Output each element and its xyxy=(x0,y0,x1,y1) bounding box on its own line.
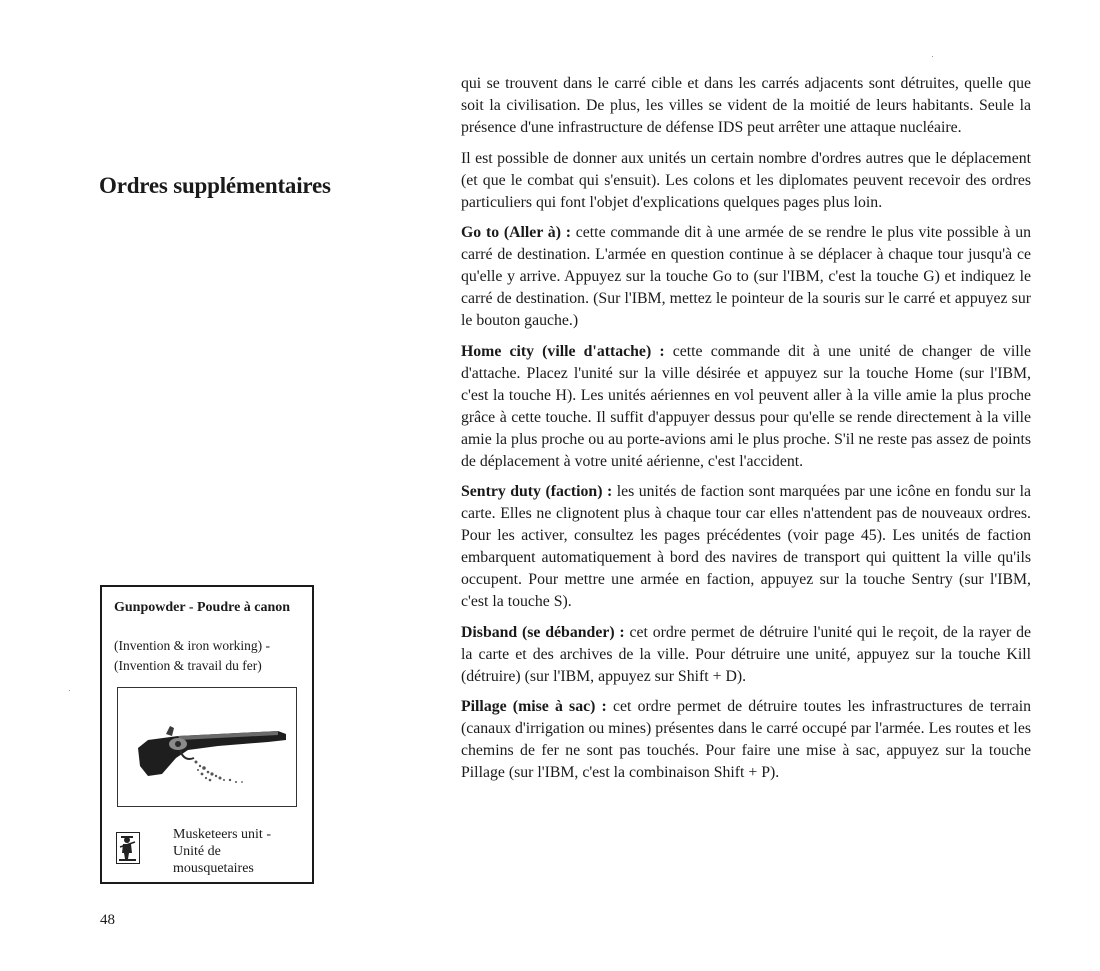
paragraph-term: Sentry duty (faction) : xyxy=(461,483,613,500)
unit-label-line: Musketeers unit - xyxy=(173,827,271,842)
paragraph-term: Home city (ville d'attache) : xyxy=(461,342,665,360)
pistol-image-frame xyxy=(117,687,297,807)
paragraph-text: Il est possible de donner aux unités un certain nombre d'ordres autres que le déplacement (et que le combat qui s'ensuit). Les colons et les diplomates peuvent recevoir des ordres particuliers qui font l'objet d'explications quelques pages plus loin. xyxy=(461,149,1031,211)
paragraph-term: Pillage (mise à sac) : xyxy=(461,698,607,715)
paragraph-pillage xyxy=(461,696,1031,784)
paragraph-intro-continued xyxy=(461,73,1031,139)
paragraph-disband xyxy=(461,622,1031,688)
paragraph-text: cette commande dit à une armée de se rendre le plus vite possible à un carré de destination. L'armée en question continue à se déplacer à chaque tour jusqu'à ce qu'elle y arrive. Appuyez sur la touche Go to (sur l'IBM, c'est la touche G) et indiquez le carré de destination. (Sur l'IBM, mettez le pointeur de la souris sur le carré et appuyez sur le bouton gauche.) xyxy=(461,224,1032,329)
paragraph-text: cette commande dit à une unité de changer de ville d'attache. Placez l'unité sur la ville désirée et appuyez sur la touche Home (sur l'IBM, c'est la touche H). Les unités aériennes en vol peuvent aller à la ville amie la plus proche grâce à cette touche. Il suffit d'appuyer dessus pour qu'elle se rende directement à la ville amie la plus proche ou au porte-avions ami le plus proche. S'il ne reste pas assez de points de déplacement à votre unité aérienne, c'est l'accident. xyxy=(461,342,1032,470)
main-text-column xyxy=(461,73,1031,793)
section-heading: Ordres supplémentaires xyxy=(99,173,331,198)
gunpowder-info-box xyxy=(100,585,314,884)
paragraph-text: qui se trouvent dans le carré cible et dans les carrés adjacents sont détruites, quelle que soit la civilisation. De plus, les villes se vident de la moitié de leurs habitants. Seule la présence d'une infrastructure de défense IDS peut arrêter une attaque nucléaire. xyxy=(461,75,1031,136)
paragraph-text: cet ordre permet de détruire l'unité qui le reçoit, de la rayer de la carte et des archives de la ville. Pour détruire une unité, appuyez sur la touche Kill (détruire) (sur l'IBM, appuyez sur Shift + D). xyxy=(461,623,1031,685)
paragraph-term: Disband (se débander) : xyxy=(461,623,625,641)
box-title: Gunpowder - Poudre à canon xyxy=(114,600,291,615)
unit-label-line: Unité de xyxy=(173,844,221,859)
paragraph-sentry-duty xyxy=(461,481,1031,613)
unit-label xyxy=(173,826,308,877)
paragraph-orders-intro xyxy=(461,148,1031,214)
paragraph-go-to xyxy=(461,222,1031,332)
box-subtitle-line: (Invention & iron working) - xyxy=(114,638,270,653)
paragraph-text: les unités de faction sont marquées par une icône en fondu sur la carte. Elles ne clignotent plus à chaque tour car elles n'attendent pas de nouveaux ordres. Pour les activer, consultez les pages précédentes (voir page 45). Les unités de faction embarquent automatiquement à bord des navires de transport qui quittent la ville qu'ils occupent. Pour mettre une armée en faction, appuyez sur la touche Sentry (sur l'IBM, c'est la touche S). xyxy=(461,483,1031,610)
paragraph-text: cet ordre permet de détruire toutes les infrastructures de terrain (canaux d'irrigation ou mines) présentes dans le carré occupé par l'armée. Les routes et les chemins de fer ne sont pas touchés. Pour faire une mise à sac, appuyez sur la touche Pillage (sur l'IBM, c'est la combinaison Shift + P). xyxy=(461,698,1031,781)
page-number: 48 xyxy=(100,912,115,928)
scan-speck xyxy=(69,690,70,691)
unit-label-line: mousquetaires xyxy=(173,861,254,876)
scan-speck xyxy=(932,56,933,57)
paragraph-home-city xyxy=(461,341,1031,473)
flintlock-pistol-icon xyxy=(118,688,296,806)
paragraph-term: Go to (Aller à) : xyxy=(461,224,571,241)
musketeer-icon xyxy=(116,832,140,864)
box-subtitle xyxy=(114,636,310,675)
box-subtitle-line: (Invention & travail du fer) xyxy=(114,657,262,673)
